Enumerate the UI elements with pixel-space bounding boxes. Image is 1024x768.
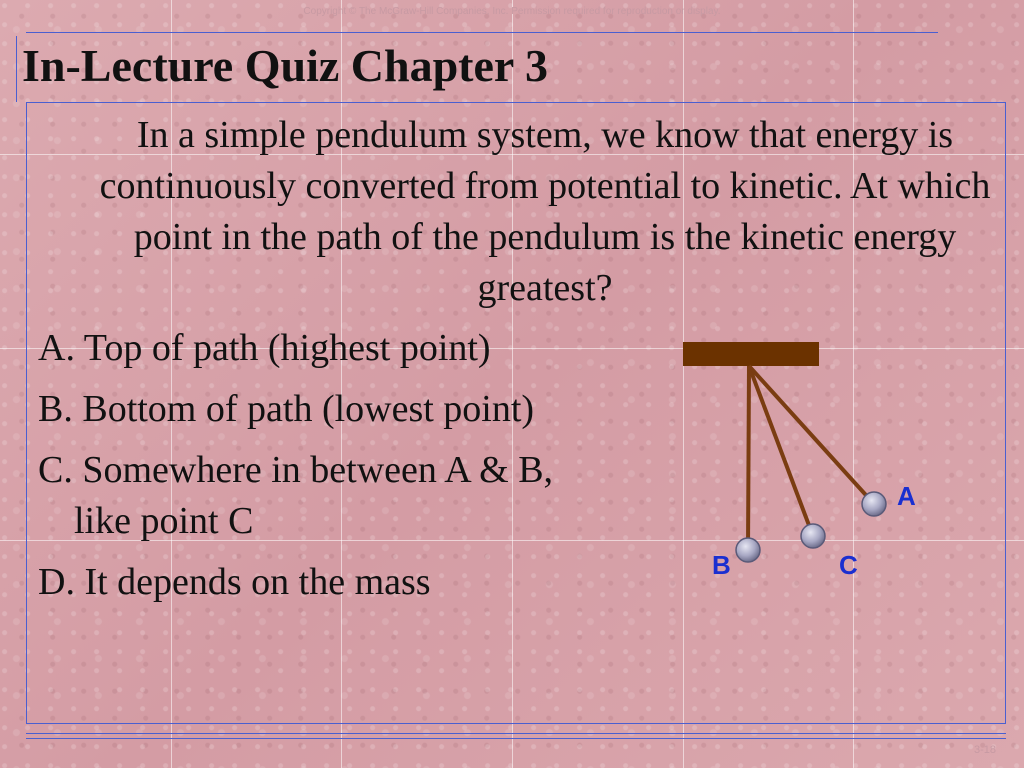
point-label-c: C	[839, 550, 858, 580]
slide-number: 3-18	[973, 744, 996, 756]
bob-c	[801, 524, 825, 548]
title-rule	[26, 32, 938, 33]
copyright-notice: Copyright © The McGraw-Hill Companies, Inc. Permission required for reproduction or display.	[303, 6, 721, 17]
bottom-rule	[26, 733, 1006, 734]
title-rule-left	[16, 36, 17, 102]
question-text: In a simple pendulum system, we know that energy is continuously converted from potential to kinetic. At which point in the path of the pendulum is the kinetic energy greatest?	[99, 114, 991, 309]
option-c: C. Somewhere in between A & B,	[38, 449, 554, 491]
option-d: D. It depends on the mass	[38, 561, 431, 603]
pendulum-diagram	[670, 330, 930, 570]
string-b	[748, 366, 749, 550]
option-a: A. Top of path (highest point)	[38, 327, 491, 369]
bottom-rule	[26, 738, 1006, 739]
pendulum-support	[683, 342, 819, 366]
option-c-continued: like point C	[74, 500, 254, 542]
string-c	[749, 366, 813, 536]
point-label-a: A	[897, 481, 916, 511]
slide-title: In-Lecture Quiz Chapter 3	[22, 40, 548, 91]
option-b: B. Bottom of path (lowest point)	[38, 388, 535, 430]
bob-a	[862, 492, 886, 516]
string-a	[749, 366, 874, 504]
point-label-b: B	[712, 550, 731, 580]
bob-b	[736, 538, 760, 562]
